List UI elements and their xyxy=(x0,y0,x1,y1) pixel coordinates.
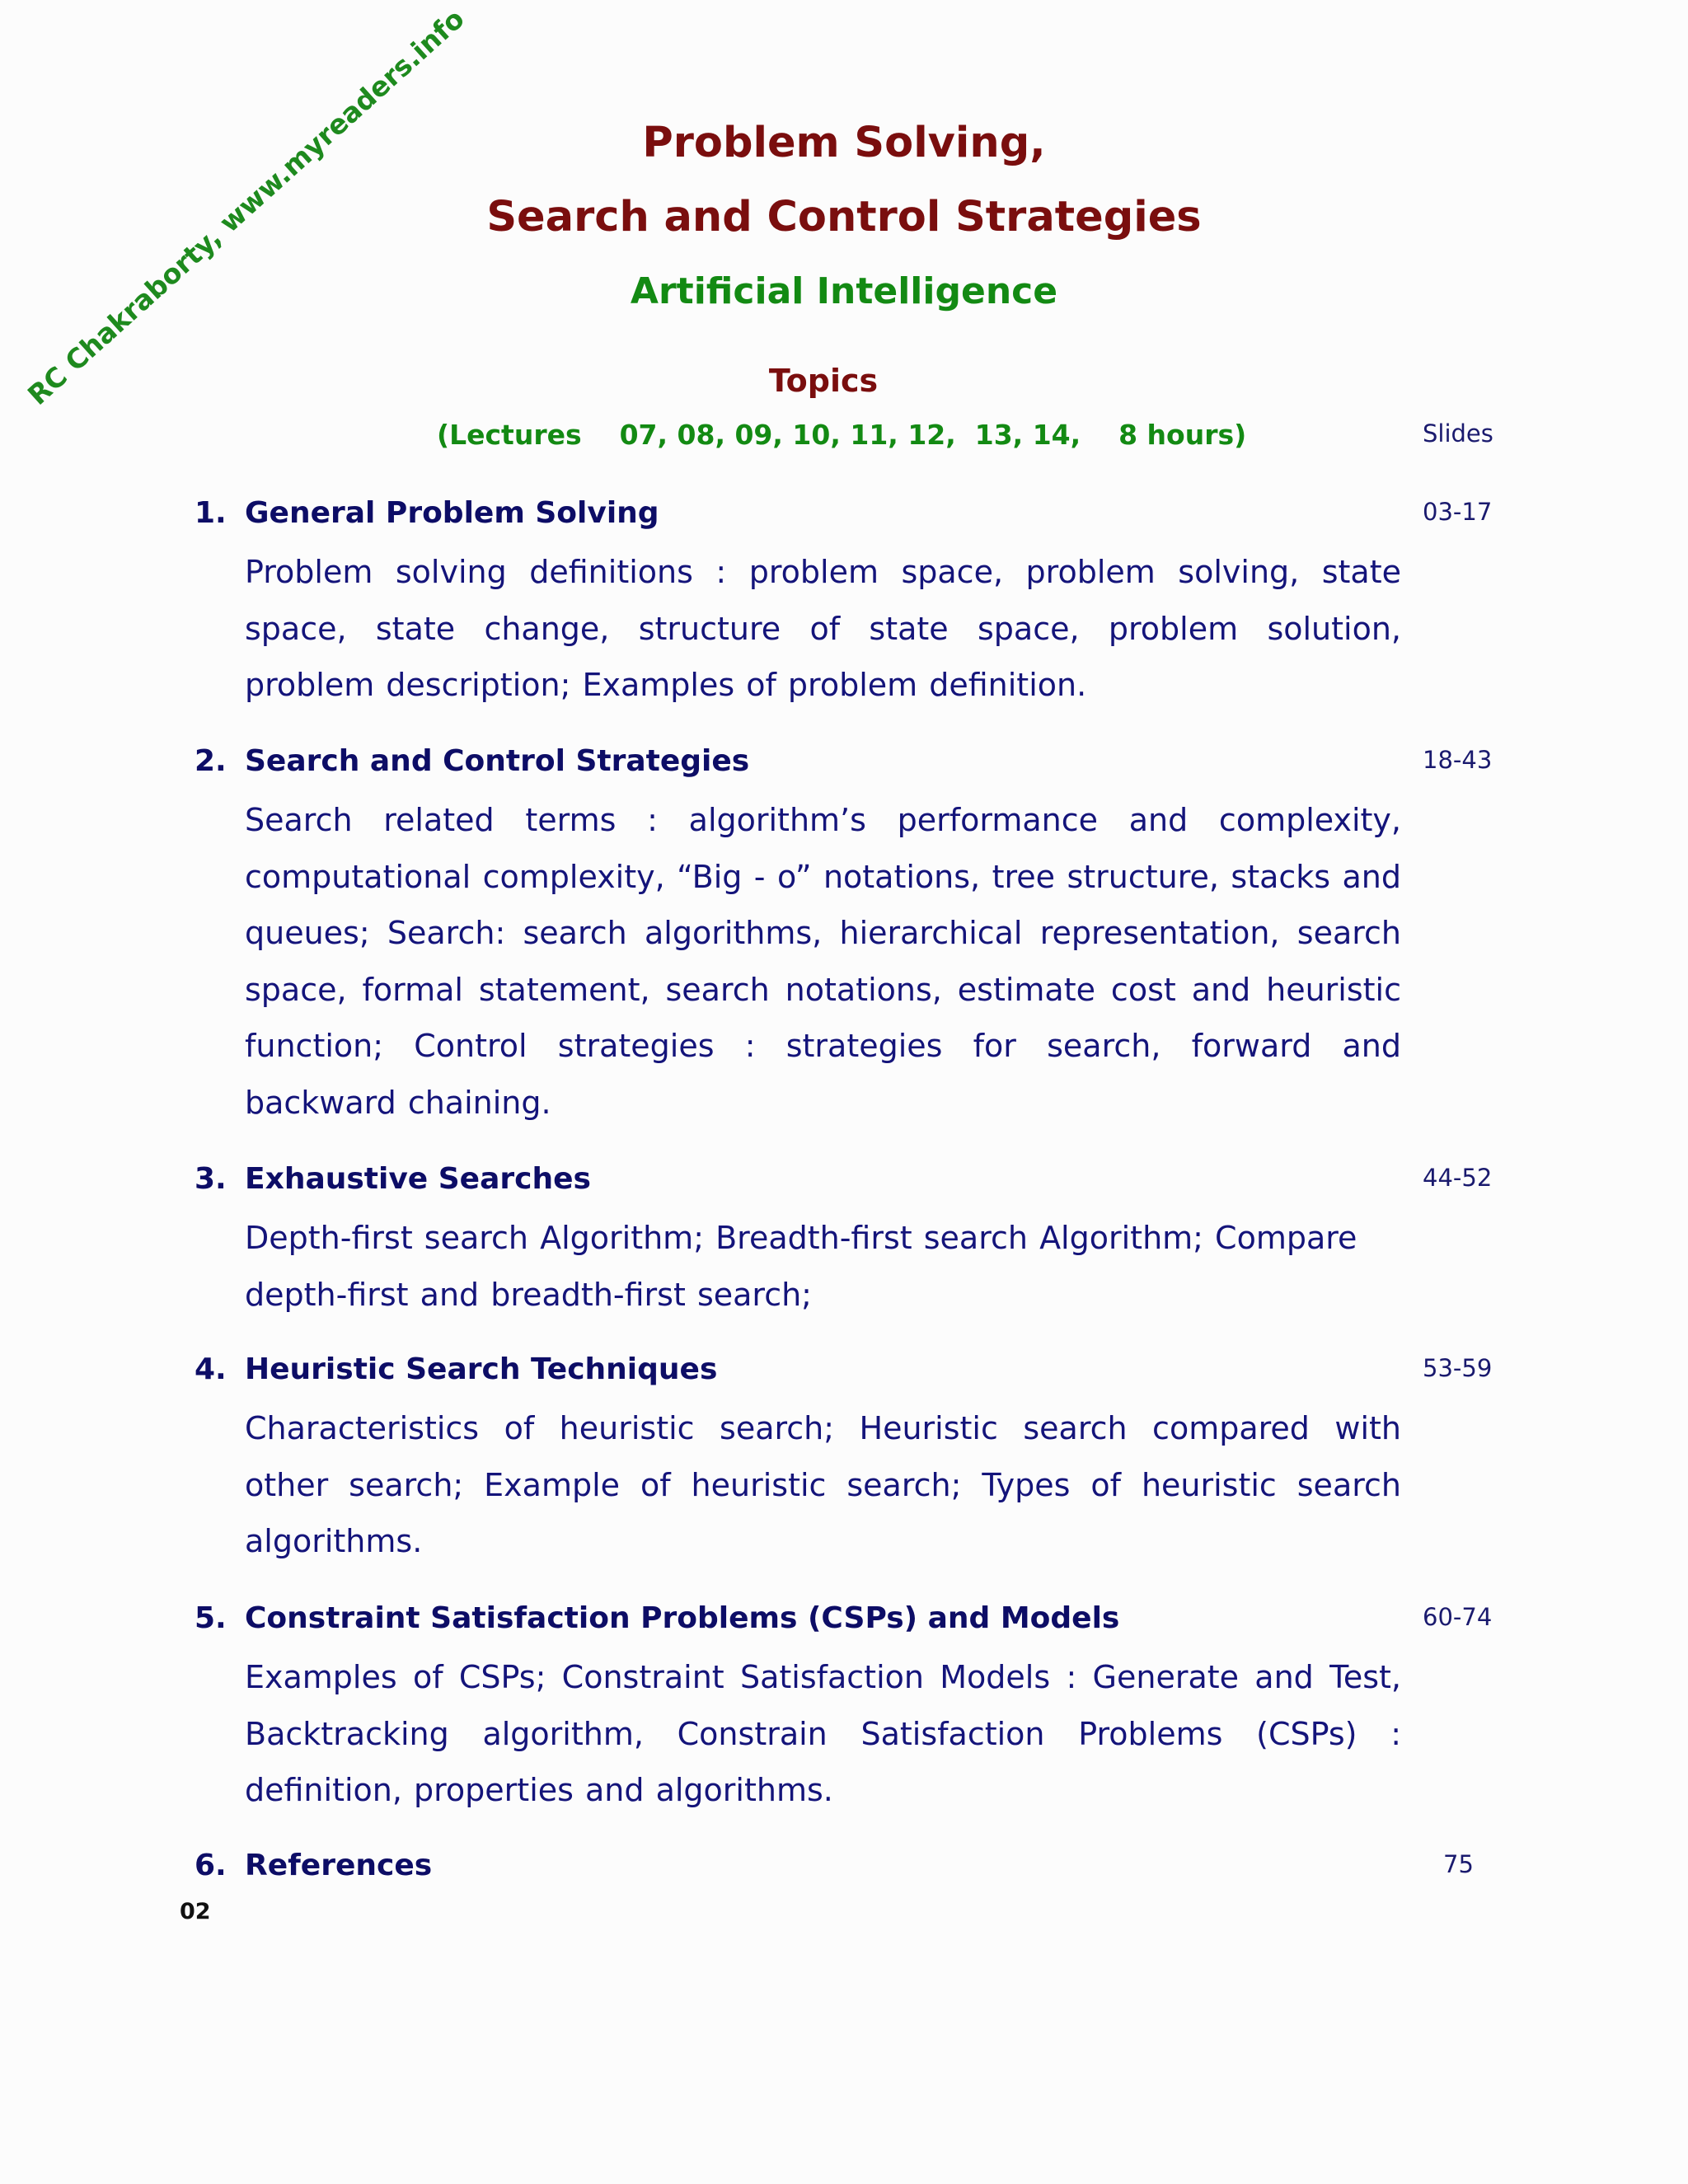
page-number: 02 xyxy=(180,1899,211,1924)
section-title: Heuristic Search Techniques xyxy=(245,1352,718,1386)
section-number: 1. xyxy=(195,496,227,530)
section-description: Problem solving definitions : problem space, problem solving, state space, state change, structure of state space, problem solution, problem description; Examples of problem definition. xyxy=(245,554,1401,703)
section-number: 5. xyxy=(195,1601,227,1635)
slide-range: 44-52 xyxy=(1423,1164,1493,1192)
slide-range: 75 xyxy=(1443,1850,1474,1878)
slide-range: 03-17 xyxy=(1423,498,1493,526)
section-title: References xyxy=(245,1849,433,1882)
section-description: Depth-first search Algorithm; Breadth-first search Algorithm; Compare depth-first and breadth-first search; xyxy=(245,1220,1357,1313)
section-title: Constraint Satisfaction Problems (CSPs) and Models xyxy=(245,1601,1120,1635)
section-description: Search related terms : algorithm’s performance and complexity, computational complexity, “Big - o” notations, tree structure, stacks and queues; Search: search algorithms, hierarchical representation, search space, formal statement, search notations, estimate cost and heuristic function; Control strategies : strategies for search, forward and backward chaining. xyxy=(245,802,1401,1121)
topics-heading: Topics xyxy=(768,363,879,399)
slides-column-header: Slides xyxy=(1423,419,1493,448)
section-number: 4. xyxy=(195,1352,227,1386)
section-description: Characteristics of heuristic search; Heuristic search compared with other search; Example of heuristic search; Types of heuristic search algorithms. xyxy=(245,1410,1401,1559)
section-number: 6. xyxy=(195,1849,227,1882)
section-number: 3. xyxy=(195,1162,227,1196)
title-line-2: Search and Control Strategies xyxy=(486,193,1202,241)
slide-range: 53-59 xyxy=(1423,1354,1493,1382)
section-title: Exhaustive Searches xyxy=(245,1162,591,1196)
section-description: Examples of CSPs; Constraint Satisfaction Models : Generate and Test, Backtracking algorithm, Constrain Satisfaction Problems (CSPs) : definition, properties and algorithms. xyxy=(245,1659,1401,1808)
watermark: RC Chakraborty, www.myreaders.info xyxy=(21,2,471,411)
section-number: 2. xyxy=(195,744,227,778)
slide-range: 18-43 xyxy=(1423,746,1493,774)
section-title: Search and Control Strategies xyxy=(245,744,750,778)
title-line-1: Problem Solving, xyxy=(642,119,1046,167)
subject-heading: Artificial Intelligence xyxy=(630,270,1058,312)
section-title: General Problem Solving xyxy=(245,496,659,530)
slide-range: 60-74 xyxy=(1423,1603,1493,1631)
lectures-line: (Lectures 07, 08, 09, 10, 11, 12, 13, 14, 8 hours) xyxy=(437,419,1247,451)
